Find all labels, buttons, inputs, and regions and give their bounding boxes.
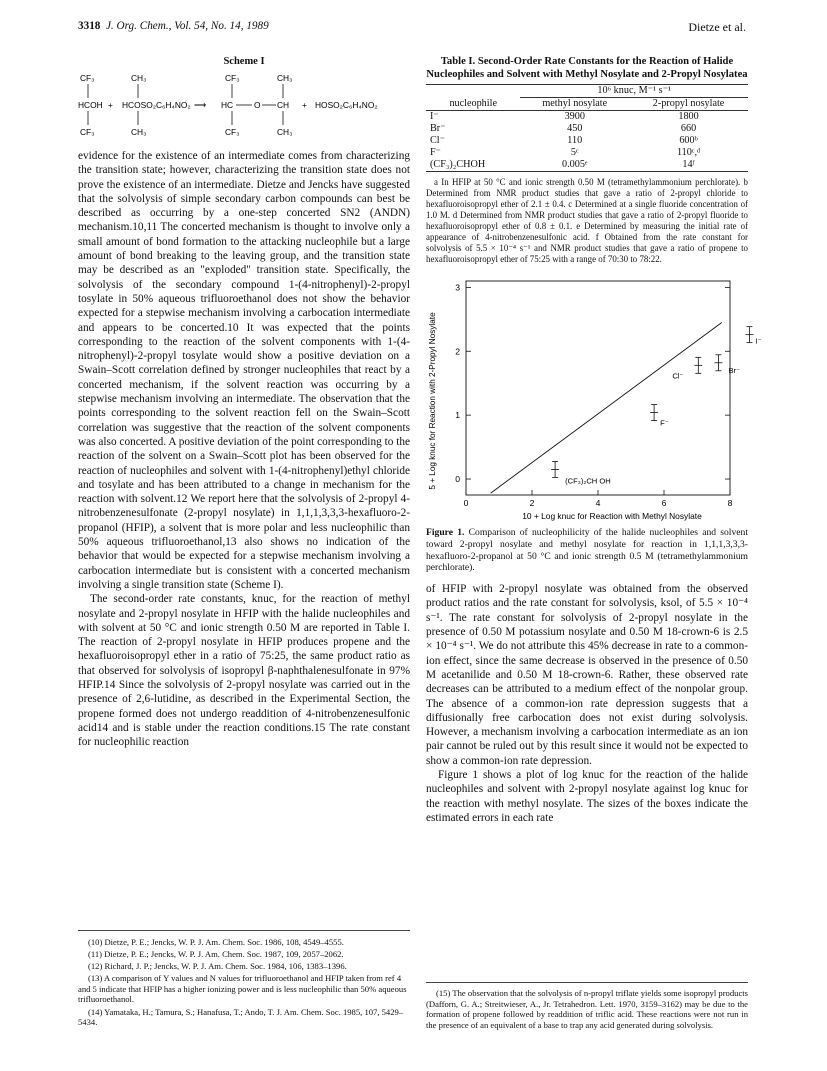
- scheme-title: Scheme I: [223, 56, 265, 67]
- chart-x-tick-label: 2: [529, 498, 535, 508]
- table-row: (CF₃)₂CHOH 0.005ᵉ 14ᶠ: [426, 159, 748, 172]
- page-number: 3318: [78, 20, 101, 32]
- footnote-10: (10) Dietze, P. E.; Jencks, W. P. J. Am. Chem. Soc. 1986, 108, 4549–4555.: [88, 937, 344, 947]
- rate-constants-table: [426, 84, 748, 172]
- left-column: [78, 56, 410, 749]
- scheme-reactant-nosylate: HCOSO₂C₆H₄NO₂: [122, 100, 191, 110]
- chart-fit-line: [491, 323, 722, 494]
- scheme-ch3-2: CH₃: [131, 127, 147, 137]
- scheme-cf3-2: CF₃: [80, 127, 95, 137]
- chart-point: [650, 405, 669, 428]
- table-span-header: 10⁶ knuc, M⁻¹ s⁻¹: [520, 85, 748, 98]
- chart-plot-frame: [466, 281, 730, 495]
- scheme-product-o: O: [254, 100, 261, 110]
- footnote-15: (15) The observation that the solvolysis of n-propyl triflate yields some isopropyl products (Dafforn, G. A.; Streitwieser, A., Jr. Tetrahedron. Lett. 1970, 3159–3162) may be due to the formation of propene followed by readdition of triflic acid. These reactions were not run in the presence of an equivalent of a base to trap any acid generated during solvolysis.: [426, 988, 748, 1030]
- chart-x-tick-label: 6: [661, 498, 667, 508]
- footnotes-right: [426, 982, 748, 1030]
- chart-point-label: F⁻: [660, 418, 669, 428]
- chart-point-label: I⁻: [755, 336, 762, 346]
- table-col-methyl: methyl nosylate: [520, 98, 629, 111]
- chart-point: [551, 461, 611, 485]
- chart-y-tick-label: 3: [455, 282, 460, 293]
- footnote-14: (14) Yamataka, H.; Tamura, S.; Hanafusa, T.; Ando, T. J. Am. Chem. Soc. 1985, 107, 5429–5434.: [78, 1006, 404, 1028]
- table-col-nucleophile: nucleophile: [426, 98, 520, 111]
- scheme-plus-1: +: [108, 100, 113, 110]
- chart-y-tick-label: 2: [455, 346, 460, 357]
- table-header-row-span: [426, 85, 748, 98]
- table-col-propyl: 2-propyl nosylate: [629, 98, 748, 111]
- table-row: F⁻ 5ᶜ 110ᶜ,ᵈ: [430, 147, 701, 158]
- scheme-product-acid: HOSO₂C₆H₄NO₂: [315, 100, 378, 110]
- body-paragraph-2: The second-order rate constants, knuc, for the reaction of methyl nosylate and 2-propyl nosylate in HFIP with the halide nucleophiles and with solvent at 50 °C and ionic strength 0.50 M are reported in Table I. The reaction of 2-propyl nosylate in HFIP produces propene and the hexafluoroisopropyl ether in a ratio of 75:25, the same product ratio as that observed for solvolysis of isopropyl β-naphthalenesulfonate in 97% HFIP.14 Since the solvolysis of 2-propyl nosylate was carried out in the presence of 2,6-lutidine, as described in the Experimental Section, the propene formed does not undergo readdition of 4-nitrobenzenesulfonic acid14 and is stable under the reaction conditions.15 The rate constant for nucleophilic reaction: [78, 593, 410, 749]
- footnote-11: (11) Dietze, P. E.; Jencks, W. P. J. Am. Chem. Soc. 1987, 109, 2057–2062.: [88, 949, 344, 960]
- chart-y-tick-label: 0: [455, 474, 460, 485]
- chart-point: [745, 327, 761, 346]
- table-footnotes: a In HFIP at 50 °C and ionic strength 0.50 M (tetramethylammonium perchlorate). b Determined from NMR product studies that gave a ratio of 2-propyl chloride to hexafluoroisopropyl ether of 2.1 ± 0.4. c Determined at a single fluoride concentration of 1.0 M. d Determined from NMR product studies that gave a ratio of 2-propyl fluoride to hexafluoroisopropyl ether of 0.8 ± 0.1. e Determined by measuring the initial rate of appearance of 4-nitrobenzenesulfonic acid. f Obtained from the rate constant for solvolysis of 5.5 × 10⁻⁴ s⁻¹ and NMR product studies that gave a ratio of propene to hexafluoroisopropyl ether of 75:25 with a range of 70:30 to 78:22.: [426, 177, 748, 264]
- chart-x-tick-label: 0: [463, 498, 469, 508]
- scheme-cf3-4: CF₃: [225, 127, 240, 137]
- body-paragraph-4: Figure 1 shows a plot of log knuc for the reaction of the halide nucleophiles and solvent with 2-propyl nosylate against log knuc for the reaction with methyl nosylate. The sizes of the boxes indicate the estimated errors in each rate: [426, 769, 748, 824]
- chart-y-axis-label: 5 + Log knuc for Reaction with 2-Propyl Nosylate: [428, 312, 437, 490]
- chart-y-tick-label: 1: [455, 410, 460, 421]
- chart-x-tick-label: 8: [727, 498, 733, 508]
- chart-point-label: Cl⁻: [672, 371, 684, 381]
- scheme-reactant-alcohol: HCOH: [78, 100, 103, 110]
- scheme-cf3-1: CF₃: [80, 73, 95, 83]
- table-row: Cl⁻ 110 600ᵇ: [430, 135, 698, 146]
- footnotes-left: [78, 930, 410, 1029]
- table-title: Table I. Second-Order Rate Constants for the Reaction of Halide Nucleophiles and Solvent with Methyl Nosylate and 2-Propyl Nosylatea: [426, 56, 748, 80]
- scheme-arrow: ⟶: [194, 100, 207, 110]
- scheme-ch3-3: CH₃: [277, 73, 293, 83]
- chart-point-label: Br⁻: [728, 365, 741, 375]
- scheme-ch3-1: CH₃: [131, 73, 147, 83]
- running-authors: Dietze et al.: [688, 20, 746, 34]
- chart-x-tick-label: 4: [595, 498, 601, 508]
- journal-citation: J. Org. Chem., Vol. 54, No. 14, 1989: [105, 20, 269, 32]
- chart-point: [714, 355, 740, 375]
- right-column: [426, 56, 762, 825]
- figure-caption-text: Comparison of nucleophilicity of the halide nucleophiles and solvent toward 2-propyl nosylate and methyl nosylate for reaction in 1,1,1,3,3,3-hexafluoro-2-propanol at 50 °C and ionic strength 0.5 M (tetramethylammonium perchlorate).: [426, 527, 748, 574]
- scheme-product-ch: CH: [277, 100, 290, 110]
- running-header: [78, 20, 746, 36]
- table-header-row: [426, 98, 748, 111]
- footnote-13: (13) A comparison of Y values and N values for trifluoroethanol and HFIP taken from ref 4 and 5 indicate that HFIP has a higher ionizing power and is less nucleophilic than 50% aqueous trifluoroethanol.: [78, 973, 407, 1005]
- body-paragraph-3: of HFIP with 2-propyl nosylate was obtained from the observed product ratios and the rate constant for solvolysis, ksol, of 5.5 × 10⁻⁴ s⁻¹. The rate constant for solvolysis of 2-propyl nosylate in the presence of 0.50 M potassium nosylate and 0.50 M 18-crown-6 is 2.5 × 10⁻⁴ s⁻¹. We do not attribute this 45% decrease in rate to a common-ion effect, since the same decrease is observed in the presence of 0.50 M acetanilide and 0.50 M 18-crown-6. Rather, these observed rate decreases can be attributed to a medium effect of the nonpolar group. The absence of a common-ion rate depression suggests that a diffusionally free carbocation does not exist during solvolysis. However, a mechanism involving a carbocation intermediate as an ion pair cannot be ruled out by this result since it would not be expected to show a common-ion rate depression.: [426, 583, 748, 767]
- footnote-12: (12) Richard, J. P.; Jencks, W. P. J. Am. Chem. Soc. 1984, 106, 1383–1396.: [88, 961, 347, 972]
- figure-caption: [426, 527, 748, 574]
- table-row: Br⁻ 450 660: [430, 123, 697, 134]
- scheme-diagram: [78, 71, 410, 149]
- chart-point: [672, 357, 702, 380]
- table-row: I⁻ 3900 1800: [430, 111, 699, 122]
- chart-x-axis-label: 10 + Log knuc for Reaction with Methyl Nosylate: [522, 511, 702, 521]
- body-paragraph-1: evidence for the existence of an intermediate comes from characterizing the transition state; however, characterizing the transition state does not prove the existence of an intermediate. Dietze and Jencks have suggested that the solvolysis of simple secondary carbon compounds can best be described as occurring by a one-step concerted SN2 (ANDN) mechanism.10,11 The concerted mechanism is thought to involve only a small amount of bond formation to the attacking nucleophile but a large amount of bond breaking to the leaving group, and the transition state may be described as an "exploded" transition state. Specifically, the solvolysis of the secondary compound 1-(4-nitrophenyl)-2-propyl tosylate in 50% aqueous trifluoroethanol does not show the behavior expected for a stepwise mechanism involving a carbocation intermediate and appears to be concerted.10 It was expected that the points corresponding to the reaction of the solvent components with 1-(4-nitrophenyl)-2-propyl tosylate would show a positive deviation on a Swain–Scott correlation defined by stronger nucleophiles that react by a concerted mechanism, if the solvent reaction was occurring by a stepwise mechanism involving an intermediate. The observation that the points corresponding to the solvent reaction fell on the Swain–Scott correlation was suggestive that the reaction of the solvent components was also concerted. A positive deviation of the point corresponding to the reaction of the solvent on a Swain–Scott plot has been observed for the reaction of nucleophiles and solvent with 1-(4-nitrophenyl)ethyl chloride and tosylate and has been attributed to a change in mechanism for the reaction with solvent.12 We report here that the solvolysis of 2-propyl 4-nitrobenzenesulfonate (2-propyl nosylate) in 1,1,1,3,3,3-hexafluoro-2-propanol (HFIP), a solvent that is more polar and less nucleophilic than 50% aqueous trifluoroethanol,13 also shows no indication of the behavior that would be expected for a stepwise mechanism involving a carbocation intermediate but is consistent with a concerted mechanism involving a single transition state (Scheme I).: [78, 150, 410, 591]
- figure-1-chart: [426, 273, 762, 523]
- figure-caption-label: Figure 1.: [426, 527, 465, 538]
- scheme-cf3-3: CF₃: [225, 73, 240, 83]
- scheme-plus-2: +: [302, 100, 307, 110]
- chart-point-label: (CF₃)₂CH OH: [565, 476, 611, 486]
- scheme-product-hc: HC: [221, 100, 234, 110]
- scheme-ch3-4: CH₃: [277, 127, 293, 137]
